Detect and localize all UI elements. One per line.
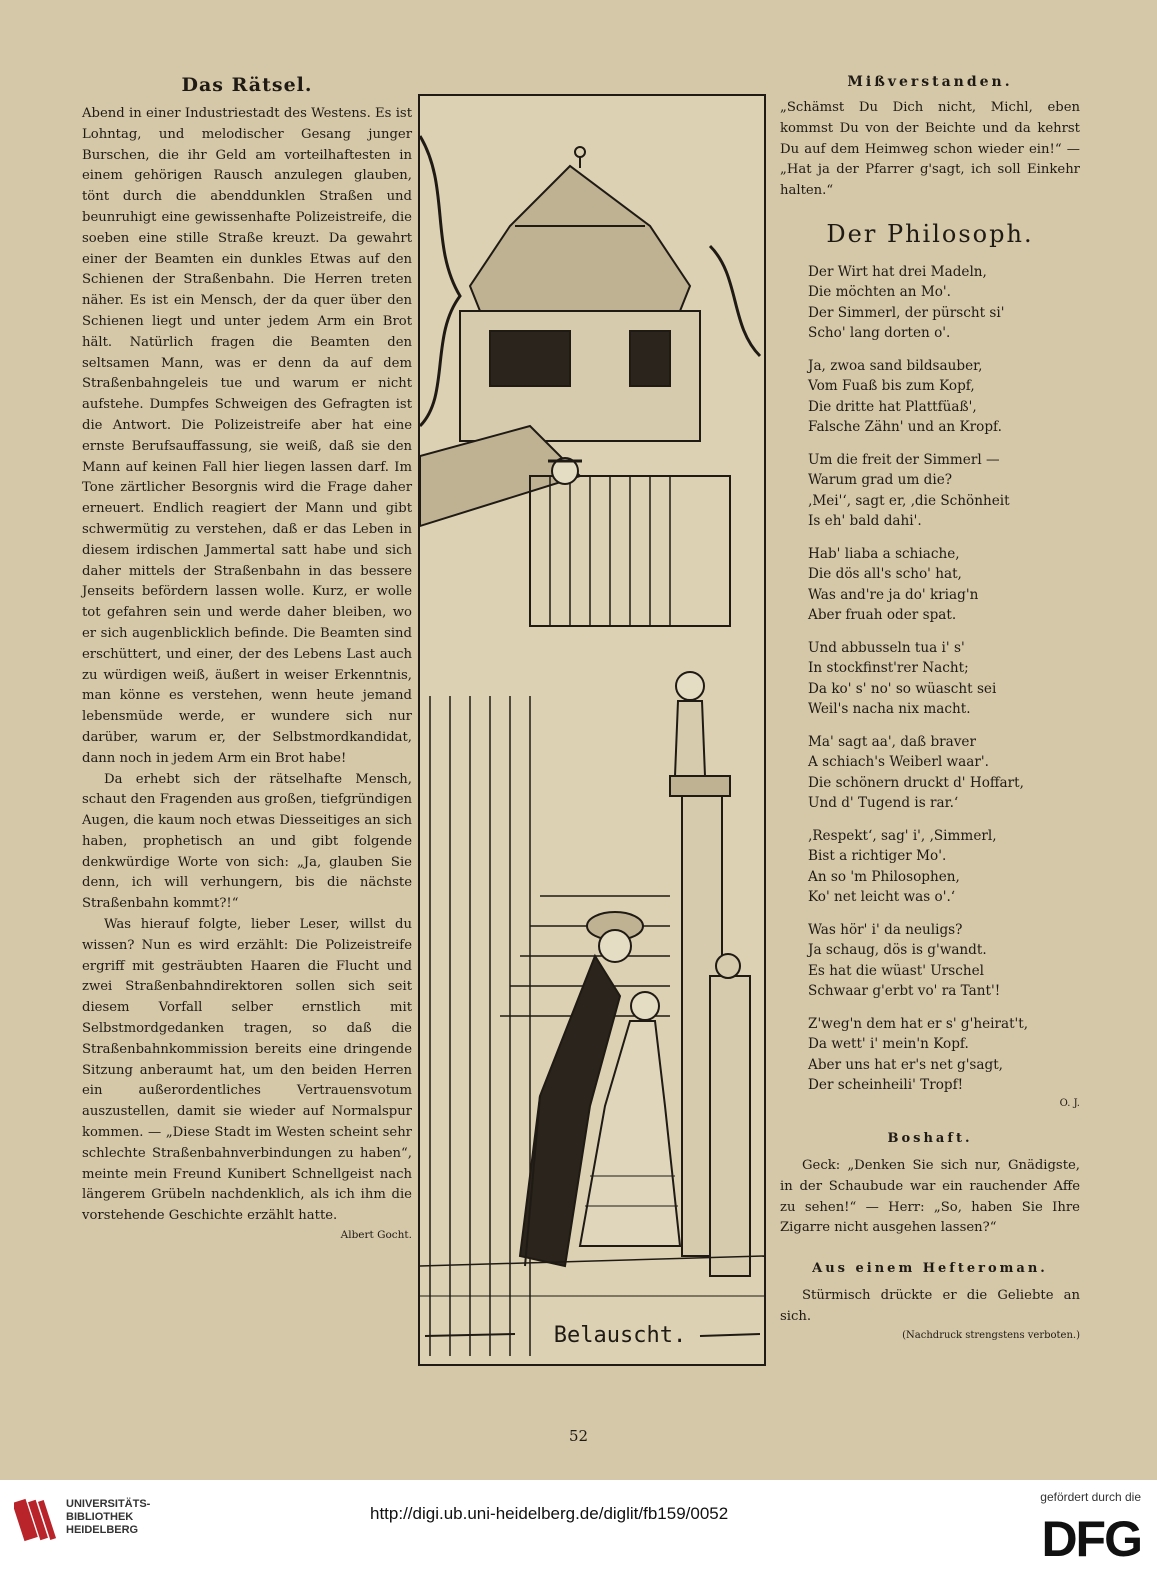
- verse-line: Aber fruah oder spat.: [808, 607, 957, 624]
- article-title-missverstanden: Mißverstanden.: [847, 74, 1013, 90]
- stanza: [808, 1014, 1080, 1096]
- verse-line: Der Simmerl, der pürscht si': [808, 304, 1005, 321]
- verse-line: Die möchten an Mo'.: [808, 284, 951, 301]
- verse-line: Die dritte hat Plattfüaß',: [808, 398, 977, 415]
- library-name-line: BIBLIOTHEK: [66, 1511, 134, 1523]
- verse-line: Ma' sagt aa', daß braver: [808, 733, 976, 750]
- verse-line: In stockfinst'rer Nacht;: [808, 660, 969, 677]
- reprint-note: (Nachdruck strengstens verboten.): [902, 1329, 1080, 1341]
- paragraph: Was hierauf folgte, lieber Leser, willst du wissen? Nun es wird erzählt: Die Polizeistreife ergriff mit gesträubten Haaren die Flucht und zwei Straßenbahndirektoren sollen sich seit diesem Vorfall selber ernstlich mit Selbstmordgedanken tragen, so daß die Straßenbahnkommission bereits eine dringende Sitzung anberaumt hat, um den beiden Herren ein außerordentliches Vertrauensvotum auszustellen, damit sie wieder auf Normalspur kommen. — „Diese Stadt im Westen scheint sehr schlechte Straßenbahnverbindungen zu haben“, meinte mein Freund Kunibert Schnellgeist nach längerem Grübeln nachdenklich, als ich ihm die vorstehende Geschichte erzählt hatte.: [82, 917, 412, 1224]
- page-number: 52: [568, 1427, 589, 1445]
- paragraph: Geck: „Denken Sie sich nur, Gnädigste, in der Schaubude war ein rauchender Affe zu sehen!“ — Herr: „So, haben Sie Ihre Zigarre nicht ausgehen lassen?“: [780, 1157, 1080, 1236]
- dfg-logo: DFG: [1041, 1511, 1141, 1567]
- funding-note: gefördert durch die: [1040, 1490, 1141, 1504]
- verse-line: Weil's nacha nix macht.: [808, 701, 971, 718]
- verse-line: Der Wirt hat drei Madeln,: [808, 263, 987, 280]
- verse-line: An so 'm Philosophen,: [808, 868, 960, 885]
- stanza: [808, 450, 1080, 532]
- verse-line: Da ko' s' no' so wüascht sei: [808, 680, 997, 697]
- author-signature: Albert Gocht.: [340, 1229, 412, 1242]
- verse-line: Schwaar g'erbt vo' ra Tant'!: [808, 983, 1001, 1000]
- digitization-footer: [0, 1480, 1157, 1589]
- stanza: [808, 826, 1080, 908]
- verse-line: Ja schaug, dös is g'wandt.: [808, 942, 987, 959]
- verse-line: ‚Respekt‘, sag' i', ‚Simmerl,: [808, 827, 997, 844]
- verse-line: ‚Mei'‘, sagt er, ‚die Schönheit: [808, 492, 1010, 509]
- paragraph: Abend in einer Industriestadt des Westens. Es ist Lohntag, und melodischer Gesang junger Burschen, die ihr Geld am vorteilhaftesten in einem gehörigen Rausch anzulegen glauben, tönt durch die abenddunklen Straßen und beunruhigt eine gewissenhafte Polizeistreife, die soeben eine stille Straße kreuzt. Da gewahrt einer der Beamten ein dunkles Etwas auf den Schienen der Straßenbahn. Die Herren treten näher. Es ist ein Mensch, der da quer über den Schienen liegt und unter jedem Arm ein Brot hält. Natürlich fragen die Beamten den seltsamen Mann, was er denn da auf dem Straßenbahngeleis tue und warum er nicht aufstehe. Dumpfes Schweigen des Gefragten ist die Antwort. Die Polizeistreife aber hat eine ernste Berufsauffassung, sie weiß, daß sie den Mann auf keinen Fall hier liegen lassen darf. Im Tone zärtlicher Besorgnis wird die Frage daher erneuert. Endlich reagiert der Mann und gibt schwermütig zu verstehen, daß er das Leben in diesem irdischen Jammertal satt habe und sich daher mittels der Straßenbahn in das bessere Jenseits befördern lassen wolle. Kurz, er wolle tot gefahren sein und werde daher bleiben, wo er sich augenblicklich befinde. Die Beamten sind erschüttert, und einer, der des Lebens Last auch zu würdigen weiß, äußert in weiser Erkenntnis, man könne es verstehen, wenn heute jemand lebensmüde werde, er wundere sich nur darüber, warum er, der Selbstmordkandidat, dann noch in jedem Arm ein Brot habe!: [82, 106, 412, 766]
- illustration-drawing: [420, 96, 764, 1364]
- verse-line: Es hat die wüast' Urschel: [808, 962, 984, 979]
- article-title-hefteroman: Aus einem Hefteroman.: [812, 1261, 1048, 1277]
- stanza: [808, 356, 1080, 438]
- library-name-line: UNIVERSITÄTS-: [66, 1498, 151, 1510]
- verse-line: Da wett' i' mein'n Kopf.: [808, 1036, 969, 1053]
- verse-line: A schiach's Weiberl waar'.: [808, 754, 989, 771]
- article-title-raetsel: Das Rätsel.: [181, 74, 313, 96]
- verse-line: Bist a richtiger Mo'.: [808, 848, 947, 865]
- poem-title: Der Philosoph.: [826, 219, 1034, 248]
- verse-line: Die schönern druckt d' Hoffart,: [808, 774, 1024, 791]
- stanza: [808, 638, 1080, 720]
- verse-line: Falsche Zähn' und an Kropf.: [808, 419, 1002, 436]
- verse-line: Hab' liaba a schiache,: [808, 545, 960, 562]
- poem-signature: O. J.: [1059, 1097, 1080, 1109]
- verse-line: Ko' net leicht was o'.‘: [808, 889, 956, 906]
- library-name-line: HEIDELBERG: [66, 1524, 139, 1536]
- paragraph: „Schämst Du Dich nicht, Michl, eben kommst Du von der Beichte und da kehrst Du auf dem Heimweg schon wieder ein!“ — „Hat ja der Pfarrer g'sagt, ich soll Einkehr halten.“: [780, 100, 1080, 199]
- illustration-caption: Belauscht.: [553, 1323, 687, 1348]
- verse-line: Was hör' i' da neuligs?: [808, 921, 963, 938]
- verse-line: Z'weg'n dem hat er s' g'heirat't,: [808, 1015, 1029, 1032]
- right-column: [780, 74, 1080, 1341]
- verse-line: Scho' lang dorten o'.: [808, 325, 951, 342]
- stanza: [808, 262, 1080, 344]
- verse-line: Und d' Tugend is rar.‘: [808, 795, 959, 812]
- verse-line: Und abbusseln tua i' s': [808, 639, 965, 656]
- stanza: [808, 920, 1080, 1002]
- paragraph: Stürmisch drückte er die Geliebte an sich.: [780, 1288, 1080, 1324]
- left-column: [82, 74, 412, 1241]
- verse-line: Warum grad um die?: [808, 472, 953, 489]
- article-title-boshaft: Boshaft.: [887, 1130, 973, 1146]
- permalink[interactable]: http://digi.ub.uni-heidelberg.de/diglit/fb159/0052: [370, 1504, 729, 1523]
- verse-line: Vom Fuaß bis zum Kopf,: [808, 378, 975, 395]
- verse-line: Um die freit der Simmerl —: [808, 451, 1000, 468]
- verse-line: Ja, zwoa sand bildsauber,: [808, 357, 983, 374]
- verse-line: Is eh' bald dahi'.: [808, 513, 922, 530]
- library-logo-icon: [14, 1494, 60, 1546]
- library-name: [66, 1498, 150, 1537]
- illustration-belauscht: [418, 94, 766, 1366]
- verse-line: Die dös all's scho' hat,: [808, 566, 962, 583]
- stanza: [808, 544, 1080, 626]
- verse-line: Aber uns hat er's net g'sagt,: [808, 1056, 1003, 1073]
- paragraph: Da erhebt sich der rätselhafte Mensch, schaut den Fragenden aus großen, tiefgründigen Augen, die kaum noch etwas Diesseitiges an sich haben, prophetisch an und gibt folgende denkwürdige Worte von sich: „Ja, glauben Sie denn, ich will verhungern, bis die nächste Straßenbahn kommt?!“: [82, 771, 412, 912]
- verse-line: Was and're ja do' kriag'n: [808, 586, 979, 603]
- verse-line: Der scheinheili' Tropf!: [808, 1077, 964, 1094]
- stanza: [808, 732, 1080, 814]
